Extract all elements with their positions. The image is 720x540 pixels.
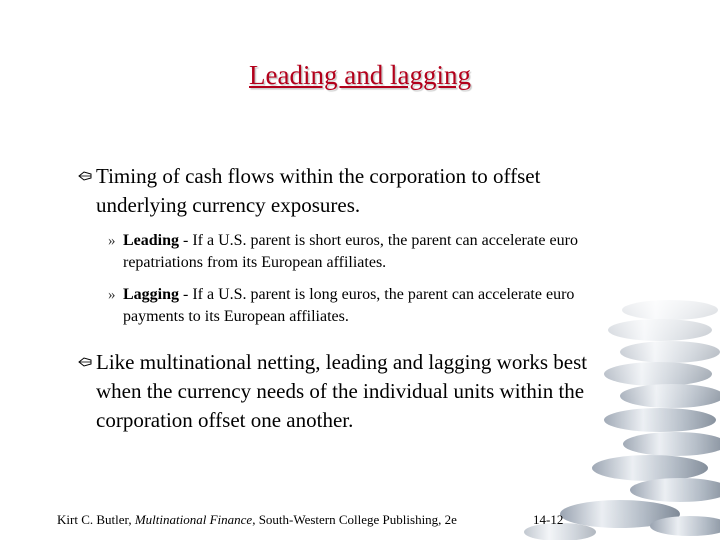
sub-bullet-term: Lagging [123,286,180,303]
footer-author: Kirt C. Butler, [57,512,135,527]
footer-citation [57,512,457,528]
sub-bullet-text: - If a U.S. parent is short euros, the parent can accelerate euro repatriations from its European affiliates. [123,232,578,271]
sub-bullet-text: - If a U.S. parent is long euros, the parent can accelerate euro payments to its European affiliates. [123,286,575,325]
sub-bullet-marker: » [108,287,116,303]
page-number: 14-12 [533,512,564,527]
footer-book-title: Multinational Finance [134,512,253,527]
pen-nib-icon [78,357,92,367]
bullet-text: Like multinational netting, leading and lagging works best when the currency needs of the individual units within the corporation offset one another. [96,350,588,432]
pen-nib-icon [78,171,92,181]
slide-title: Leading and lagging [249,60,471,90]
sub-bullet-term: Leading [123,232,180,249]
sub-bullet-body [123,284,603,328]
footer-publisher: , South-Western College Publishing, 2e [252,512,457,527]
sub-bullet-body [123,230,603,274]
sub-bullet-marker: » [108,233,116,249]
bullet-text: Timing of cash flows within the corporation to offset underlying currency exposures. [96,164,541,217]
